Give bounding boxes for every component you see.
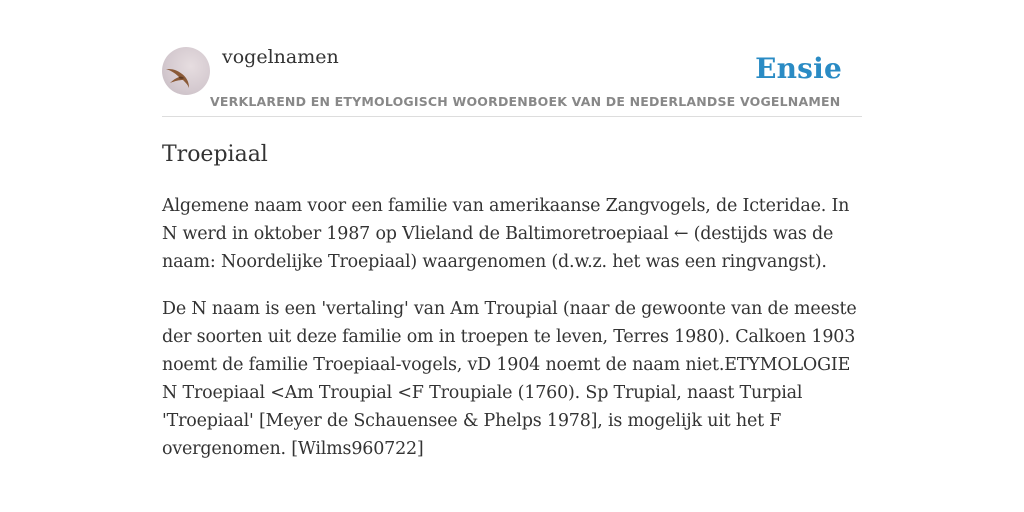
bird-in-flight-icon [162,47,210,95]
dictionary-subtitle: VERKLAREND EN ETYMOLOGISCH WOORDENBOEK VAN DE NEDERLANDSE VOGELNAMEN [210,94,841,109]
brand-logo[interactable]: Ensie [755,52,842,85]
entry-paragraph: De N naam is een 'vertaling' van Am Troupial (naar de gewoonte van de meeste der soorten uit deze familie om in troepen te leven, Terres 1980). Calkoen 1903 noemt de familie Troepiaal-vogels, vD 1904 noemt de naam niet.ETYMOLOGIE N Troepiaal <Am Troupial <F Troupiale (1760). Sp Trupial, naast Turpial 'Troepiaal' [Meyer de Schauensee & Phelps 1978], is mogelijk uit het F overgenomen. [Wilms960722] [162,299,857,459]
entry-paragraph: Algemene naam voor een familie van amerikaanse Zangvogels, de Icteridae. In N werd in oktober 1987 op Vlieland de Baltimoretroepiaal ← (destijds was de naam: Noordelijke Troepiaal) waargenomen (d.w.z. het was een ringvangst). [162,196,850,272]
site-header [162,0,862,117]
entry-content [162,138,867,463]
dictionary-name[interactable]: vogelnamen [222,46,339,68]
entry-headword: Troepiaal [162,142,268,167]
dictionary-avatar[interactable] [162,47,210,95]
